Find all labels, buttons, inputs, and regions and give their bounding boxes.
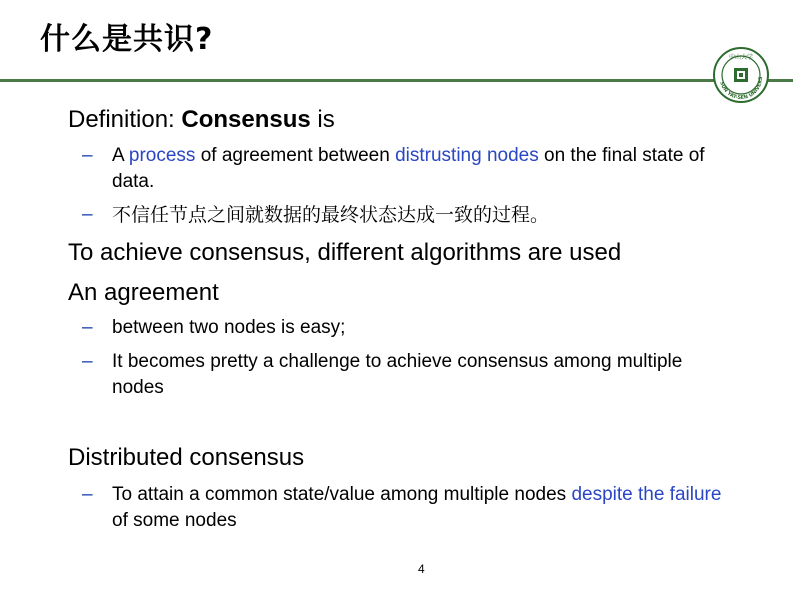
definition-bullet-1 [82, 143, 732, 195]
bullet-text: It becomes pretty a challenge to achieve consensus among multiple nodes [112, 351, 683, 398]
agreement-bullet-1 [82, 315, 732, 341]
bullet-text: of agreement between [195, 145, 396, 166]
highlight-despite-failure: despite the failure [571, 484, 722, 505]
title-divider-end [768, 79, 793, 82]
highlight-process: process [128, 145, 196, 166]
title-divider [0, 79, 718, 82]
university-seal-logo [712, 46, 770, 104]
highlight-distrusting-nodes: distrusting nodes [395, 145, 539, 166]
definition-label: Definition: [68, 106, 182, 133]
distributed-bullet [82, 482, 732, 534]
dash-marker: – [82, 317, 93, 338]
bullet-text: on the final state of data. [112, 145, 705, 192]
algorithms-line: To achieve consensus, different algorithms are used [68, 239, 622, 266]
dash-marker: – [82, 145, 93, 166]
dash-marker: – [82, 204, 93, 225]
definition-suffix: is [310, 106, 335, 133]
bullet-text: A [112, 145, 129, 166]
agreement-bullet-2 [82, 349, 732, 401]
definition-bullet-2 [82, 202, 732, 228]
dash-marker: – [82, 484, 93, 505]
dash-marker: – [82, 351, 93, 372]
bullet-text: To attain a common state/value among multiple nodes [112, 484, 572, 505]
svg-text:SUN YAT-SEN UNIVERSITY: SUN YAT-SEN UNIVERS [718, 76, 765, 102]
agreement-line: An agreement [68, 279, 219, 306]
bullet-text: between two nodes is easy; [112, 317, 346, 338]
distributed-consensus-line: Distributed consensus [68, 444, 305, 471]
chinese-definition: 不信任节点之间就数据的最终状态达成一致的过程。 [112, 204, 550, 226]
definition-line [68, 106, 335, 134]
slide-title: 什么是共识? [40, 22, 214, 57]
svg-text:中山大学: 中山大学 [728, 54, 754, 61]
page-number: 4 [418, 562, 425, 576]
definition-term: Consensus [181, 106, 311, 133]
bullet-text: of some nodes [112, 510, 237, 531]
